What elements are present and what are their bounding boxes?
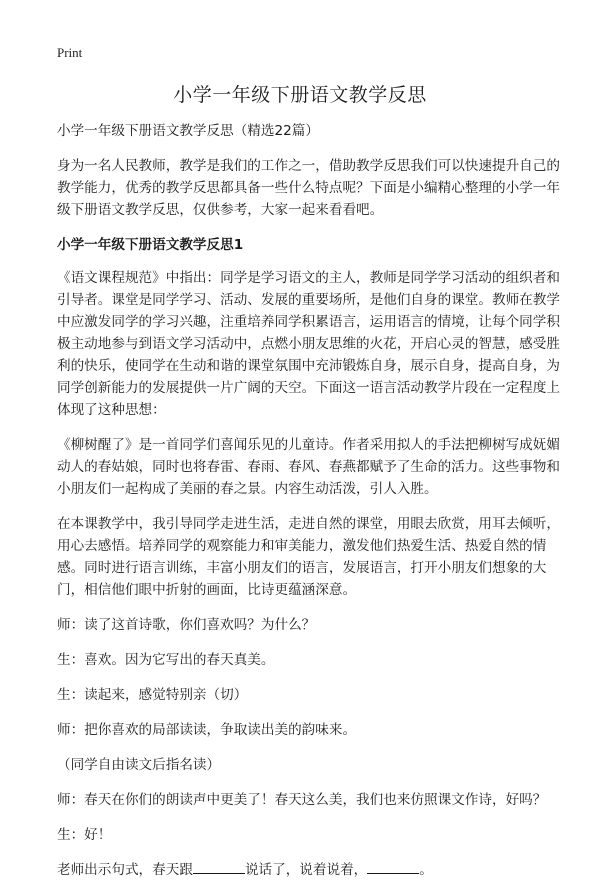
paragraph: 《柳树醒了》是一首同学们喜闻乐见的儿童诗。作者采用拟人的手法把柳树写成妩媚动人的春姑娘，同时也将春雷、春雨、春风、春燕都赋予了生命的活力。这些事物和小朋友们一起构成了美丽的春之景。内容生动活泼，引人入胜。 bbox=[57, 437, 560, 497]
dialogue-line: 师：春天在你们的朗读声中更美了！春天这么美，我们也来仿照课文作诗，好吗？ bbox=[57, 792, 547, 808]
dialogue-line: 师：读了这首诗歌，你们喜欢吗？为什么？ bbox=[57, 617, 316, 633]
subtitle: 小学一年级下册语文教学反思（精选22篇） bbox=[57, 123, 319, 139]
fill-blank bbox=[193, 859, 245, 874]
print-link[interactable]: Print bbox=[57, 45, 83, 60]
section-heading: 小学一年级下册语文教学反思1 bbox=[57, 237, 244, 253]
dialogue-line: 生：喜欢。因为它写出的春天真美。 bbox=[57, 652, 275, 668]
sentence-part: 说话了，说着说着， bbox=[244, 862, 368, 878]
paragraph: 在本课教学中，我引导同学走进生活，走进自然的课堂，用眼去欣赏，用耳去倾听，用心去感悟。培养同学的观察能力和审美能力，激发他们热爱生活、热爱自然的情感。同时进行语言训练，丰富小朋友们的语言，发展语言，打开小朋友们想象的大门，相信他们眼中折射的画面，比诗更蕴涵深意。 bbox=[57, 516, 560, 598]
article-body bbox=[57, 120, 560, 894]
dialogue-line: 师：把你喜欢的局部读读，争取读出美的韵味来。 bbox=[57, 722, 357, 738]
sentence-part: 老师出示句式，春天跟 bbox=[57, 862, 193, 878]
dialogue-line: 生：好！ bbox=[57, 827, 112, 843]
dialogue-line: 生：读起来，感觉特别亲（切） bbox=[57, 687, 248, 703]
sentence-pattern-line bbox=[57, 859, 560, 881]
sentence-part: 。 bbox=[419, 862, 433, 878]
fill-blank bbox=[367, 859, 419, 874]
dialogue-line: （同学自由读文后指名读） bbox=[57, 757, 221, 773]
page-title: 小学一年级下册语文教学反思 bbox=[173, 84, 427, 106]
intro-paragraph: 身为一名人民教师，教学是我们的工作之一，借助教学反思我们可以快速提升自己的教学能力，优秀的教学反思都具备一些什么特点呢？下面是小编精心整理的小学一年级下册语文教学反思，仅供参考，大家一起来看看吧。 bbox=[57, 158, 560, 218]
paragraph: 《语文课程规范》中指出：同学是学习语文的主人，教师是同学学习活动的组织者和引导者。课堂是同学学习、活动、发展的重要场所，是他们自身的课堂。教师在教学中应激发同学的学习兴趣，注重培养同学积累语言，运用语言的情境，让每个同学积极主动地参与到语文学习活动中，点燃小朋友思维的火花，开启心灵的智慧，感受胜利的快乐，使同学在生动和谐的课堂氛围中充沛锻炼自身，展示自身，提高自身，为同学创新能力的发展提供一片广阔的天空。下面这一语言活动教学片段在一定程度上体现了这种思想： bbox=[57, 270, 560, 418]
